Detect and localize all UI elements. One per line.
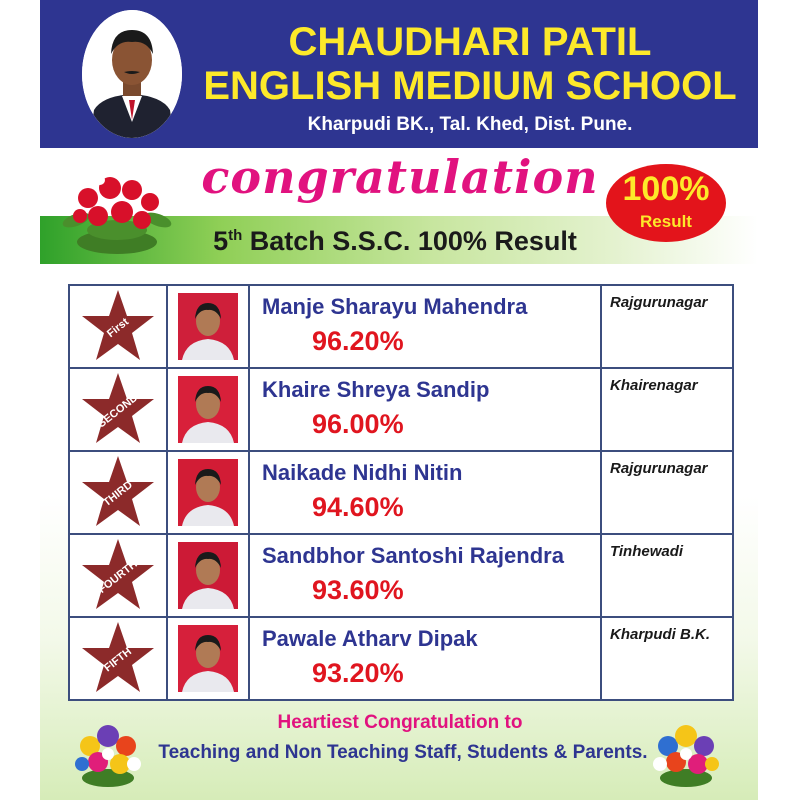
student-name: Sandbhor Santoshi Rajendra [262,543,564,568]
student-photo-cell [168,618,250,699]
student-place: Khairenagar [610,377,698,394]
student-place: Tinhewadi [610,543,684,560]
rank-label: FOURTH [96,558,140,596]
rank-label: FIFTH [102,645,134,675]
student-photo [178,625,238,692]
topper-row [70,535,732,618]
batch-title [180,226,610,257]
principal-portrait [82,10,182,138]
topper-row [70,452,732,535]
flower-basket-left-image [68,712,148,788]
rose-bouquet-image [58,158,176,256]
student-photo-cell [168,535,250,616]
rank-label: THIRD [101,478,135,510]
rank-star-cell [70,452,168,533]
student-place-cell [600,535,732,616]
batch-number: 5 [213,226,229,256]
student-name: Naikade Nidhi Nitin [262,460,463,485]
student-photo [178,542,238,609]
student-photo [178,293,238,360]
batch-text: Batch S.S.C. 100% Result [242,226,577,256]
student-percentage: 93.20% [312,658,404,688]
seal-label: Result [640,212,692,231]
topper-row [70,286,732,369]
rank-label: SECOND [95,391,141,431]
school-name-line1: CHAUDHARI PATIL [288,20,652,64]
toppers-table [68,284,734,701]
footer-heading: Heartiest Congratulation to [277,712,523,733]
student-place-cell [600,286,732,367]
rank-star-cell [70,618,168,699]
student-photo-cell [168,369,250,450]
footer-recipients: Teaching and Non Teaching Staff, Students & Parents. [158,742,648,763]
student-place: Rajgurunagar [610,294,708,311]
student-place-cell [600,369,732,450]
student-name: Khaire Shreya Sandip [262,377,490,402]
batch-ordinal: th [228,227,243,244]
student-percentage: 94.60% [312,492,404,522]
student-photo-cell [168,286,250,367]
student-place-cell [600,618,732,699]
student-photo [178,459,238,526]
student-photo [178,376,238,443]
school-name-line2: ENGLISH MEDIUM SCHOOL [203,64,737,108]
flower-basket-right-image [646,712,726,788]
rank-star-cell [70,286,168,367]
student-place: Kharpudi B.K. [610,626,710,643]
student-name: Manje Sharayu Mahendra [262,294,528,319]
student-photo-cell [168,452,250,533]
seal-value: 100% [622,170,710,208]
student-place-cell [600,452,732,533]
poster [40,0,758,800]
rank-label: First [104,315,132,341]
rank-star-cell [70,535,168,616]
topper-row [70,618,732,699]
header-banner [40,0,758,148]
student-place: Rajgurunagar [610,460,708,477]
school-address: Kharpudi BK., Tal. Khed, Dist. Pune. [307,114,633,135]
student-percentage: 96.00% [312,409,404,439]
rank-star-cell [70,369,168,450]
student-name: Pawale Atharv Dipak [262,626,478,651]
student-percentage: 96.20% [312,326,404,356]
congratulation-heading: congratulation [201,150,599,204]
school-name [190,20,750,108]
result-seal [606,164,726,242]
topper-row [70,369,732,452]
student-percentage: 93.60% [312,575,404,605]
